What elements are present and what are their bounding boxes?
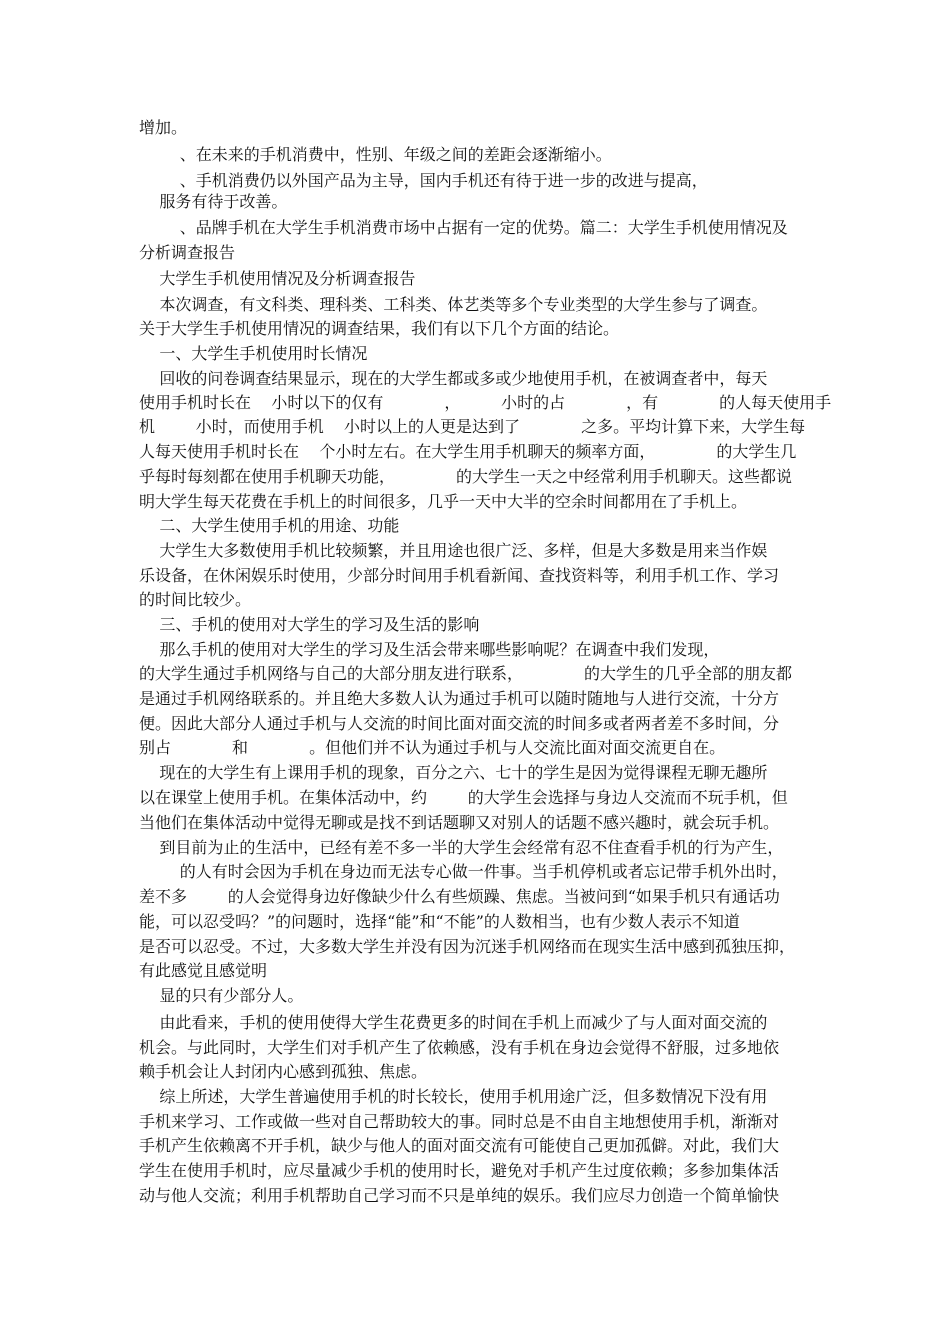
text-line: 当他们在集体活动中觉得无聊或是找不到话题聊又对别人的话题不感兴趣时，就会玩手机。 <box>139 813 780 832</box>
text-line: 本次调查，有文科类、理科类、工科类、体艺类等多个专业类型的大学生参与了调查。 <box>139 295 768 314</box>
text-line: 分析调查报告 <box>139 243 236 262</box>
text-line: 二、大学生使用手机的用途、功能 <box>139 516 400 535</box>
text-line: 大学生手机使用情况及分析调查报告 <box>139 269 416 288</box>
text-line: 到目前为止的生活中，已经有差不多一半的大学生会经常有忍不住查看手机的行为产生， <box>139 838 784 857</box>
text-line: 别占 和 。但他们并不认为通过手机与人交流比面对面交流更自在。 <box>139 738 726 757</box>
text-line: 学生在使用手机时，应尽量减少手机的使用时长，避免对手机产生过度依赖；多参加集体活 <box>139 1161 780 1180</box>
text-line: 三、手机的使用对大学生的学习及生活的影响 <box>139 615 480 634</box>
text-line: 显的只有少部分人。 <box>139 986 304 1005</box>
text-line: 人每天使用手机时长在 个小时左右。在大学生用手机聊天的频率方面， 的大学生几 <box>139 442 797 461</box>
text-line: 一、大学生手机使用时长情况 <box>139 344 368 363</box>
text-line: 乎每时每刻都在使用手机聊天功能， 的大学生一天之中经常利用手机聊天。这些都说 <box>139 467 793 486</box>
text-line: 综上所述，大学生普遍使用手机的时长较长，使用手机用途广泛，但多数情况下没有用 <box>139 1087 768 1106</box>
text-line: 那么手机的使用对大学生的学习及生活会带来哪些影响呢？在调查中我们发现， <box>139 640 720 659</box>
text-line: 回收的问卷调查结果显示，现在的大学生都或多或少地使用手机，在被调查者中，每天 <box>139 369 768 388</box>
text-line: 的时间比较少。 <box>139 590 252 609</box>
text-line: 手机来学习、工作或做一些对自己帮助较大的事。同时总是不由自主地想使用手机，渐渐对 <box>139 1112 780 1131</box>
text-line: 便。因此大部分人通过手机与人交流的时间比面对面交流的时间多或者两者差不多时间，分 <box>139 714 780 733</box>
text-line: 服务有待于改善。 <box>139 192 288 211</box>
text-line: 增加。 <box>139 118 188 137</box>
text-line: 动与他人交流；利用手机帮助自己学习而不只是单纯的娱乐。我们应尽力创造一个简单愉快 <box>139 1186 780 1205</box>
text-line: 大学生大多数使用手机比较频繁，并且用途也很广泛、多样，但是大多数是用来当作娱 <box>139 541 768 560</box>
text-line: 关于大学生手机使用情况的调查结果，我们有以下几个方面的结论。 <box>139 319 620 338</box>
text-line: 由此看来，手机的使用使得大学生花费更多的时间在手机上而减少了与人面对面交流的 <box>139 1013 768 1032</box>
text-line: 差不多 的人会觉得身边好像缺少什么有些烦躁、焦虑。当被问到“如果手机只有通话功 <box>139 887 780 906</box>
text-line: 、品牌手机在大学生手机消费市场中占据有一定的优势。篇二：大学生手机使用情况及 <box>139 218 788 237</box>
text-line: 能，可以忍受吗？”的问题时，选择“能”和“不能”的人数相当，也有少数人表示不知道 <box>139 912 740 931</box>
text-line: 现在的大学生有上课用手机的现象，百分之六、七十的学生是因为觉得课程无聊无趣所 <box>139 763 768 782</box>
text-line: 有此感觉且感觉明 <box>139 961 268 980</box>
text-line: 是否可以忍受。不过，大多数大学生并没有因为沉迷手机网络而在现实生活中感到孤独压抑， <box>139 937 796 956</box>
text-line: 手机产生依赖离不开手机，缺少与他人的面对面交流有可能使自己更加孤僻。对此，我们大 <box>139 1136 780 1155</box>
text-line: 赖手机会让人封闭内心感到孤独、焦虑。 <box>139 1062 428 1081</box>
text-line: 乐设备，在休闲娱乐时使用，少部分时间用手机看新闻、查找资料等，利用手机工作、学习 <box>139 566 780 585</box>
text-line: 以在课堂上使用手机。在集体活动中，约 的大学生会选择与身边人交流而不玩手机，但 <box>139 788 788 807</box>
text-line: 的大学生通过手机网络与自己的大部分朋友进行联系， 的大学生的几乎全部的朋友都 <box>139 664 793 683</box>
text-line: 是通过手机网络联系的。并且绝大多数人认为通过手机可以随时随地与人进行交流，十分方 <box>139 689 780 708</box>
text-line: 的人有时会因为手机在身边而无法专心做一件事。当手机停机或者忘记带手机外出时， <box>139 862 788 881</box>
text-line: 机 小时，而使用手机 小时以上的人更是达到了 之多。平均计算下来，大学生每 <box>139 417 806 436</box>
text-line: 使用手机时长在 小时以下的仅有 ， 小时的占 ，有 的人每天使用手 <box>139 393 832 412</box>
text-line: 、在未来的手机消费中，性别、年级之间的差距会逐渐缩小。 <box>139 145 612 164</box>
text-line: 明大学生每天花费在手机上的时间很多，几乎一天中大半的空余时间都用在了手机上。 <box>139 492 748 511</box>
text-line: 机会。与此同时，大学生们对手机产生了依赖感，没有手机在身边会觉得不舒服，过多地依 <box>139 1038 780 1057</box>
text-line: 、手机消费仍以外国产品为主导，国内手机还有待于进一步的改进与提高， <box>139 171 708 190</box>
